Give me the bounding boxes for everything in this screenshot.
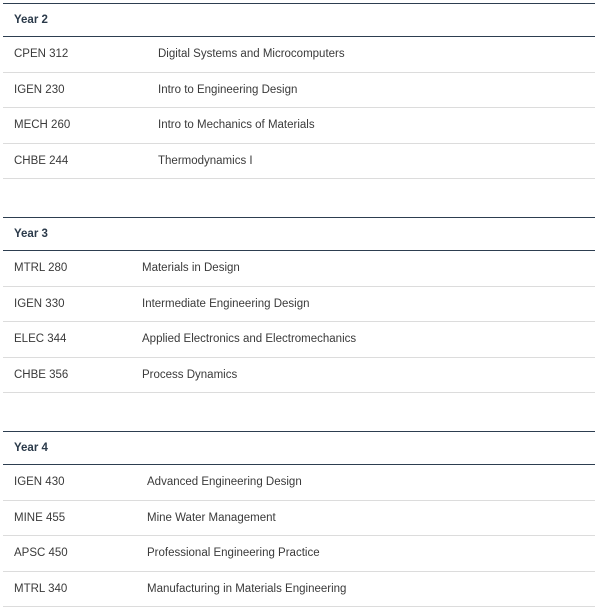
course-row — [3, 322, 595, 358]
course-name: Process Dynamics — [142, 368, 238, 381]
course-name: Thermodynamics I — [158, 154, 253, 167]
course-code: ELEC 344 — [14, 333, 67, 346]
course-name: Manufacturing in Materials Engineering — [147, 582, 347, 595]
course-code: MTRL 280 — [14, 262, 68, 275]
course-code: MECH 260 — [14, 119, 71, 132]
year-heading: Year 2 — [3, 3, 595, 37]
year-heading: Year 4 — [3, 431, 595, 465]
year-3-table — [3, 217, 595, 393]
course-code: IGEN 230 — [14, 83, 65, 96]
year-4-table — [3, 431, 595, 607]
course-name: Digital Systems and Microcomputers — [158, 48, 345, 61]
year-heading: Year 3 — [3, 217, 595, 251]
course-row — [3, 251, 595, 287]
course-code: CHBE 244 — [14, 154, 69, 167]
course-name: Advanced Engineering Design — [147, 476, 302, 489]
course-row — [3, 358, 595, 394]
course-row — [3, 287, 595, 323]
course-name: Intermediate Engineering Design — [142, 297, 310, 310]
course-row — [3, 465, 595, 501]
course-row — [3, 501, 595, 537]
course-row — [3, 144, 595, 180]
course-row — [3, 572, 595, 608]
course-name: Intro to Engineering Design — [158, 83, 298, 96]
course-name: Professional Engineering Practice — [147, 547, 320, 560]
course-row — [3, 37, 595, 73]
course-row — [3, 536, 595, 572]
course-name: Mine Water Management — [147, 511, 276, 524]
course-code: IGEN 430 — [14, 476, 65, 489]
course-code: MTRL 340 — [14, 582, 68, 595]
course-name: Intro to Mechanics of Materials — [158, 119, 315, 132]
course-code: IGEN 330 — [14, 297, 65, 310]
course-row — [3, 73, 595, 109]
course-name: Materials in Design — [142, 262, 240, 275]
course-name: Applied Electronics and Electromechanics — [142, 333, 357, 346]
year-2-table — [3, 3, 595, 179]
course-row — [3, 108, 595, 144]
course-code: CPEN 312 — [14, 48, 69, 61]
course-code: CHBE 356 — [14, 368, 69, 381]
course-code: MINE 455 — [14, 511, 66, 524]
course-code: APSC 450 — [14, 547, 68, 560]
